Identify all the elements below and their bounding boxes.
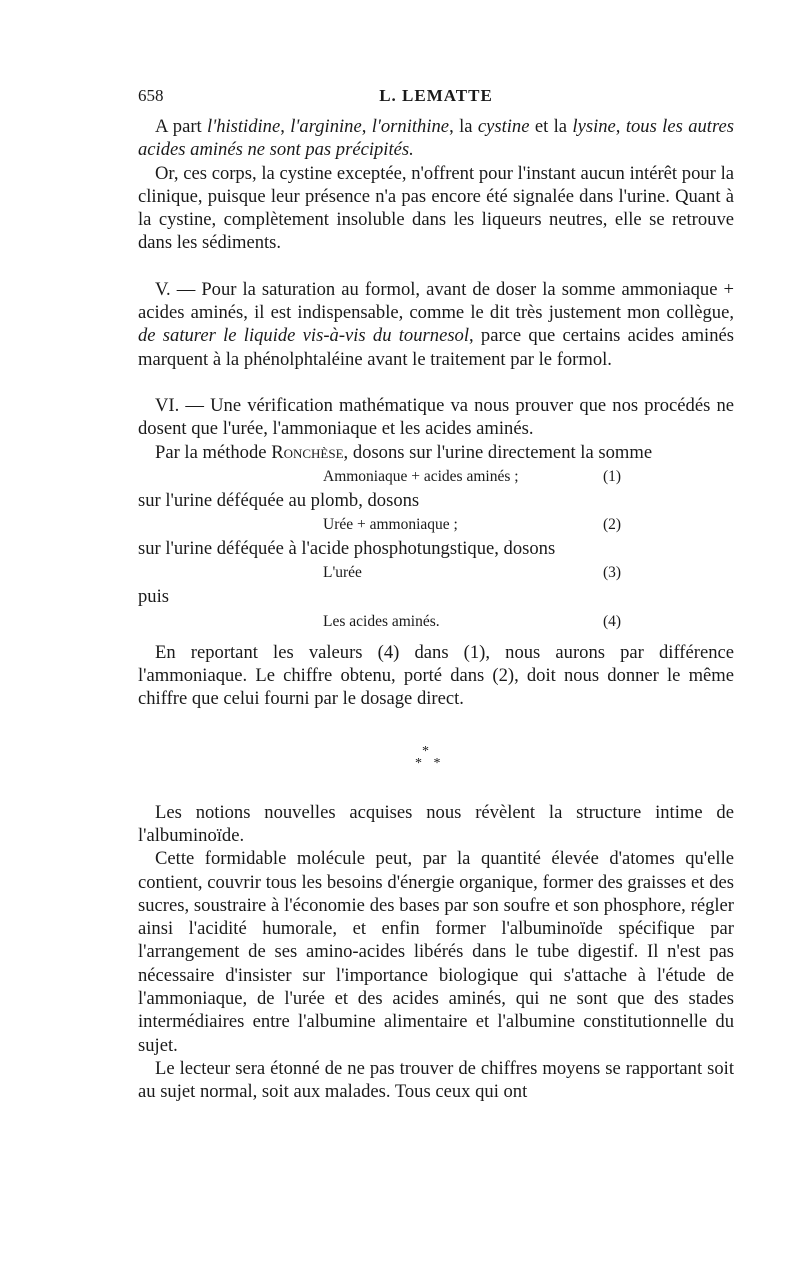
paragraph-molecule: Cette formidable molécule peut, par la quantité élevée d'atomes qu'elle contient, couvrir tous les besoins d'énergie organique, former des graisses et des sucres, soustraire à l'économie des bases par son soufre et son phosphore, régler ainsi l'acidité humorale, et enfin former l'albuminoïde spécifique par l'arrangement de ses amino-acides libérés dans le tube digestif. Il n'est pas nécessaire d'insister sur l'importance biologique qui s'attache à l'étude de l'ammoniaque, de l'urée et des acides aminés, qui ne sont que des stades intermédiaires entre l'albumine alimentaire et l'albumine constitutionnelle du sujet. [138,848,734,1056]
italic-cystine: cystine [477,116,530,137]
paragraph-section-vi: VI. — Une vérification mathématique va nous prouver que nos procédés ne dosent que l'urée, l'ammoniaque et les acides aminés. [138,394,734,440]
text-run: V. — Pour la saturation au formol, avant de doser la somme ammoniaque + acides aminés, il est indispensable, comme le dit très justement mon collègue, [138,278,734,324]
paragraph-section-v [138,278,734,371]
formula-line [138,512,734,537]
page-number: 658 [138,86,164,105]
text-run: , parce que certains acides aminés marquent à la phénolphtaléine avant le traitement par le formol. [138,325,734,370]
text-run: , [280,116,291,137]
text-run: , [361,116,372,137]
section-separator [138,711,734,801]
text-run: et la [529,116,573,137]
author-name: Ronchèse [271,441,344,463]
asterisk-top: * [422,743,429,759]
line-plomb: sur l'urine déféquée au plomb, dosons [138,489,420,511]
paragraph-difference: En reportant les valeurs (4) dans (1), nous aurons par différence l'ammoniaque. Le chiffre obtenu, porté dans (2), doit nous donner le même chiffre que celui fourni par le dosage direct. [138,641,734,710]
page-body [138,115,734,1104]
italic-quote: de saturer le liquide vis-à-vis du tournesol [138,325,470,347]
page-header [138,86,734,110]
formula-text: Urée + ammoniaque ; [323,516,458,534]
text-run: , [615,116,626,137]
paragraph-precipitation [138,115,734,162]
formula-line [138,464,734,489]
formula-text: Ammoniaque + acides aminés ; [323,467,519,485]
paragraph-ronchese-method [138,441,734,464]
formula-number: (1) [603,467,622,485]
paragraph-lecteur: Le lecteur sera étonné de ne pas trouver de chiffres moyens se rapportant soit au sujet normal, soit aux malades. Tous ceux qui ont [138,1057,734,1103]
formula-number: (3) [603,564,622,582]
formula-text: L'urée [323,564,362,582]
formula-text: Les acides aminés. [323,612,440,630]
running-title: L. LEMATTE [379,86,493,105]
formula-number: (2) [603,516,622,534]
text-run: Par la méthode [155,441,272,463]
paragraph-cystine: Or, ces corps, la cystine exceptée, n'offrent pour l'instant aucun intérêt pour la clinique, puisque leur présence n'a pas encore été signalée dans l'urine. Quant à la cystine, complètement insoluble dans les liqueurs neutres, elle se retrouve dans les sédiments. [138,162,734,254]
line-puis: puis [138,586,169,608]
text-run: , la [449,116,478,137]
formula-line [138,609,734,634]
formula-line [138,560,734,585]
asterisk-bottom: * * [415,755,445,771]
formula-number: (4) [603,612,622,630]
italic-histidine: l'histidine [207,116,281,137]
italic-statement: tous les autres acides aminés ne sont pas précipités. [138,116,734,161]
text-run: , dosons sur l'urine directement la somme [343,441,653,463]
italic-arginine: l'arginine [290,116,362,137]
paragraph-notions: Les notions nouvelles acquises nous révèlent la structure intime de l'albuminoïde. [138,801,734,846]
italic-ornithine: l'ornithine [371,116,450,137]
line-phosphotungstique: sur l'urine déféquée à l'acide phosphotungstique, dosons [138,538,556,560]
text-run: A part [155,116,208,137]
italic-lysine: lysine [572,116,616,137]
